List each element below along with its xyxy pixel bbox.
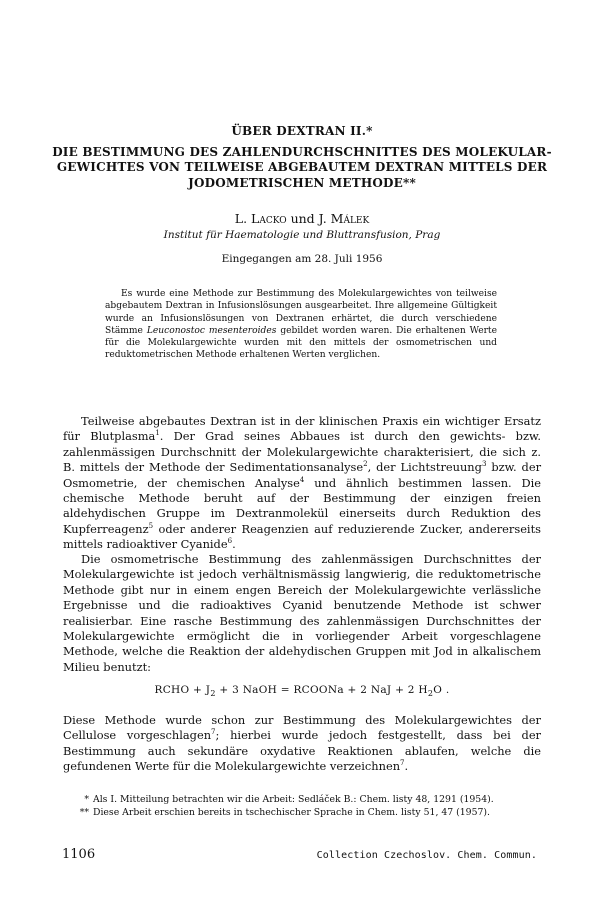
p1-text-6: oder anderer Reagenzien auf reduzierende Zucker, andererseits mittels radioaktiver Cyanide [63, 521, 541, 552]
institute: Institut für Haematologie und Bluttransfusion, Prag [163, 229, 441, 241]
reference-marker: 1 [155, 429, 160, 438]
equation-middle: + 3 NaOH = RCOONa + 2 NaJ + 2 H [215, 684, 428, 696]
p1-text-1: Teilweise abgebautes Dextran ist in der klinischen Praxis ein wichtiger Ersatz für Blutplasma [63, 414, 541, 444]
abstract-part-1: Es wurde eine Methode zur Bestimmung des Molekulargewichtes von teilweise abgebautem Dextran in Infusionslösungen ausgearbeitet. Ihre allgemeine Gültigkeit wurde an Infusionslösungen von Dextranen erhärtet, die durch verschiedene Stämme [105, 289, 497, 336]
footnote-marker: * [84, 794, 89, 805]
article-title-line-4: JODOMETRISCHEN METHODE** [188, 176, 416, 190]
reference-marker: 5 [148, 522, 154, 531]
reference-marker: 2 [363, 460, 368, 469]
abstract-species-name: Leuconostoc mesenteroides [146, 325, 277, 336]
abstract [105, 288, 497, 362]
footnote-text: Als I. Mitteilung betrachten wir die Arbeit: Sedláček B.: Chem. listy 48, 1291 (1954). [93, 794, 494, 805]
p3-text-3: . [404, 759, 409, 774]
reaction-equation [63, 684, 541, 698]
abstract-part-2: gebildet worden waren. Die erhaltenen Werte für die Molekulargewichte wurden mit den mittels der osmometrischen und reduktometrischen Methode erhaltenen Werten verglichen. [105, 325, 497, 361]
paragraph-2: Die osmometrische Bestimmung des zahlenmässigen Durchschnittes der Molekulargewichte ist jedoch verhältnismässig langwierig, die reduktometrische Methode gibt nur in einem engen Bereich der Molekulargewichte verlässliche Ergebnisse und die radioaktives Cyanid benutzende Methode ist schwer realisierbar. Eine rasche Bestimmung des zahlenmässigen Durchschnittes der Molekulargewichte ermöglicht die in vorliegender Arbeit vorgeschlagene Methode, welche die Reaktion der aldehydischen Gruppen mit Jod in alkalischem Milieu benutzt: [63, 552, 541, 674]
p1-text-2: . Der Grad seines Abbaues ist durch den gewichts- bzw. zahlenmässigen Durchschnitt der Molekulargewichte charakterisiert, die sich z. B. mittels der Methode der Sedimentationsanalyse [63, 429, 541, 475]
reference-marker: 4 [299, 475, 305, 484]
footnote-marker: ** [79, 807, 89, 818]
p3-text-2: ; hierbei wurde jedoch festgestellt, dass bei der Bestimmung auch sekundäre oxydative Reaktionen ablaufen, welche die gefundenen Werte für die Molekulargewichte verzeichnen [63, 728, 542, 774]
reference-marker: 7 [400, 759, 405, 768]
equation-left: RCHO + J [154, 684, 211, 696]
reference-marker: 7 [211, 728, 216, 737]
p1-text-7: . [232, 537, 236, 552]
article-title-line-2: DIE BESTIMMUNG DES ZAHLENDURCHSCHNITTES DES MOLEKULAR- [52, 145, 552, 159]
equation-subscript: 2 [210, 689, 216, 699]
p1-text-5: und ähnlich bestimmen lassen. Die chemische Methode beruht auf der Bestimmung der einzigen freien aldehydischen Gruppe im Dextranmolekül einerseits durch Reduktion des Kupferreagenz [63, 475, 542, 536]
article-title-line-3: GEWICHTES VON TEILWEISE ABGEBAUTEM DEXTRAN MITTELS DER [56, 160, 548, 174]
reference-marker: 6 [227, 537, 233, 546]
p3-text-1: Diese Methode wurde schon zur Bestimmung des Molekulargewichtes der Cellulose vorgeschlagen [63, 713, 541, 743]
footnote-1 [63, 793, 541, 806]
author-1: L. Lacko [234, 211, 287, 226]
received-date: Eingegangen am 28. Juli 1956 [221, 253, 383, 265]
article-title-line-1: ÜBER DEXTRAN II.* [231, 124, 373, 138]
journal-name: Collection Czechoslov. Chem. Commun. [316, 850, 537, 861]
paragraph-1 [63, 414, 541, 553]
footnote-text: Diese Arbeit erschien bereits in tschechischer Sprache in Chem. listy 51, 47 (1957). [93, 807, 491, 818]
equation-subscript: 2 [427, 689, 434, 699]
p1-text-4: bzw. der Osmometrie, der chemischen Analyse [63, 460, 542, 490]
page-number: 1106 [62, 847, 96, 862]
author-2: J. Málek [318, 211, 370, 226]
footnotes [63, 793, 541, 819]
p1-text-3: , der Lichtstreuung [367, 460, 482, 475]
equation-right: O . [433, 684, 450, 696]
reference-marker: 3 [481, 460, 487, 469]
paragraph-3 [63, 713, 541, 775]
authors [48, 211, 556, 226]
author-conjunction: und [290, 211, 315, 226]
footnote-2 [63, 806, 541, 819]
